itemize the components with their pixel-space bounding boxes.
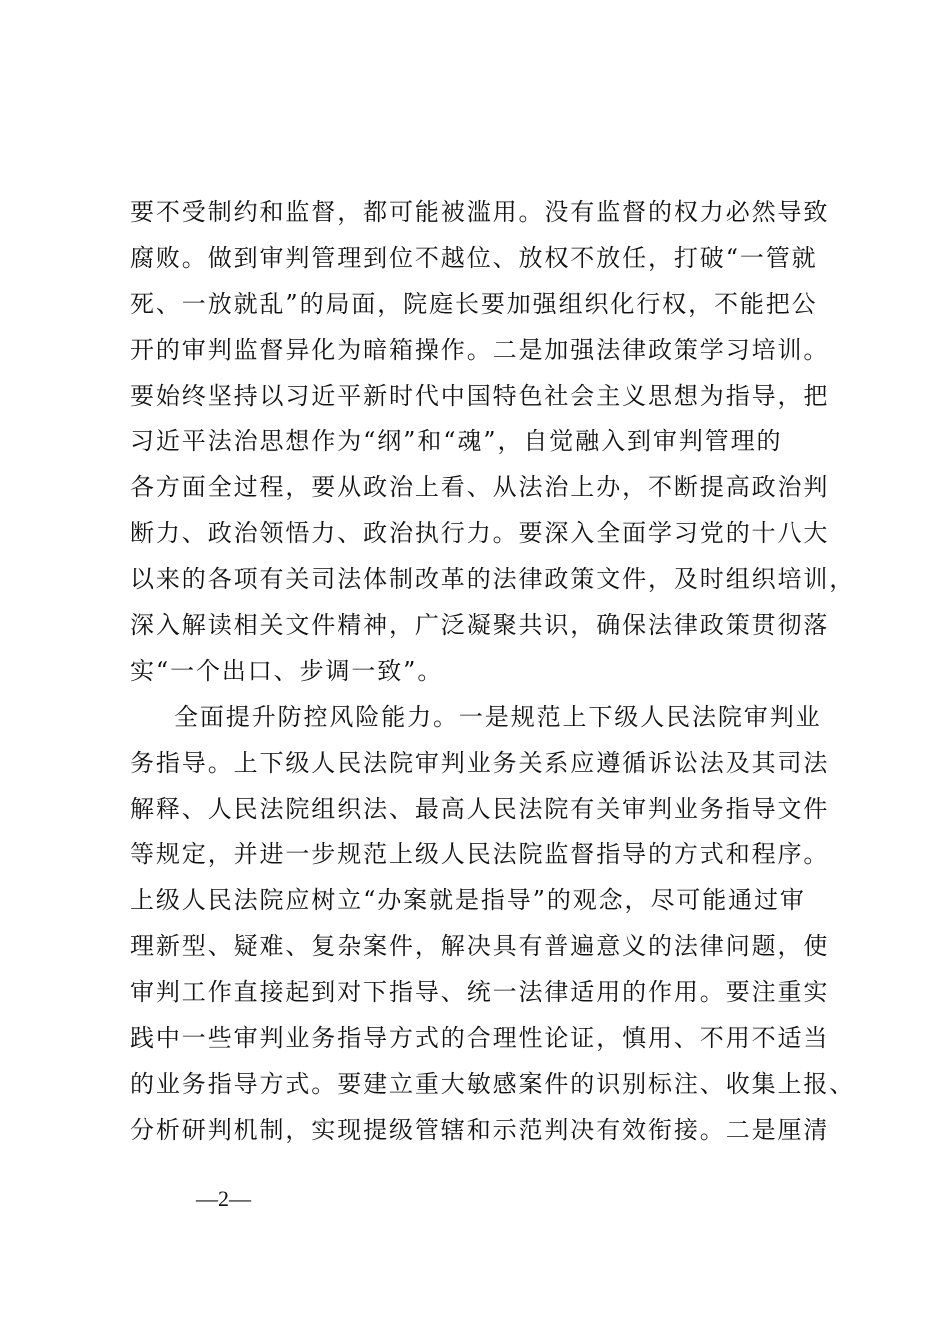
text-line: 践中一些审判业务指导方式的合理性论证，慎用、不用不适当 — [130, 1024, 830, 1053]
text-line: 分析研判机制，实现提级管辖和示范判决有效衔接。二是厘清 — [130, 1115, 830, 1144]
text-line: 务指导。上下级人民法院审判业务关系应遵循诉讼法及其司法 — [130, 748, 830, 777]
text-line: 死、一放就乱”的局面，院庭长要加强组织化行权，不能把公 — [130, 289, 818, 318]
text-line: 腐败。做到审判管理到位不越位、放权不放任，打破“一管就 — [130, 243, 818, 272]
paragraph-1 — [130, 190, 870, 695]
text-line: 断力、政治领悟力、政治执行力。要深入全面学习党的十八大 — [130, 519, 830, 548]
text-line: 全面提升防控风险能力。一是规范上下级人民法院审判业 — [174, 702, 822, 731]
text-line: 的业务指导方式。要建立重大敏感案件的识别标注、收集上报、 — [130, 1069, 856, 1098]
text-line: 深入解读相关文件精神，广泛凝聚共识，确保法律政策贯彻落 — [130, 611, 830, 640]
text-line: 解释、人民法院组织法、最高人民法院有关审判业务指导文件 — [130, 794, 830, 823]
text-line: 等规定，并进一步规范上级人民法院监督指导的方式和程序。 — [130, 840, 830, 869]
document-body — [130, 190, 870, 1154]
page-number: —2— — [196, 1186, 251, 1211]
text-line: 各方面全过程，要从政治上看、从法治上办，不断提高政治判 — [130, 473, 830, 502]
text-line: 理新型、疑难、复杂案件，解决具有普遍意义的法律问题，使 — [130, 932, 830, 961]
text-line: 上级人民法院应树立“办案就是指导”的观念，尽可能通过审 — [130, 886, 806, 915]
paragraph-2 — [130, 695, 870, 1154]
text-line: 实“一个出口、步调一致”。 — [130, 656, 444, 685]
text-line: 要始终坚持以习近平新时代中国特色社会主义思想为指导，把 — [130, 381, 830, 410]
text-line: 以来的各项有关司法体制改革的法律政策文件，及时组织培训， — [130, 565, 856, 594]
text-line: 审判工作直接起到对下指导、统一法律适用的作用。要注重实 — [130, 978, 830, 1007]
text-line: 习近平法治思想作为“纲”和“魂”，自觉融入到审判管理的 — [130, 427, 783, 456]
text-line: 要不受制约和监督，都可能被滥用。没有监督的权力必然导致 — [130, 198, 830, 226]
text-line: 开的审判监督异化为暗箱操作。二是加强法律政策学习培训。 — [130, 335, 830, 364]
